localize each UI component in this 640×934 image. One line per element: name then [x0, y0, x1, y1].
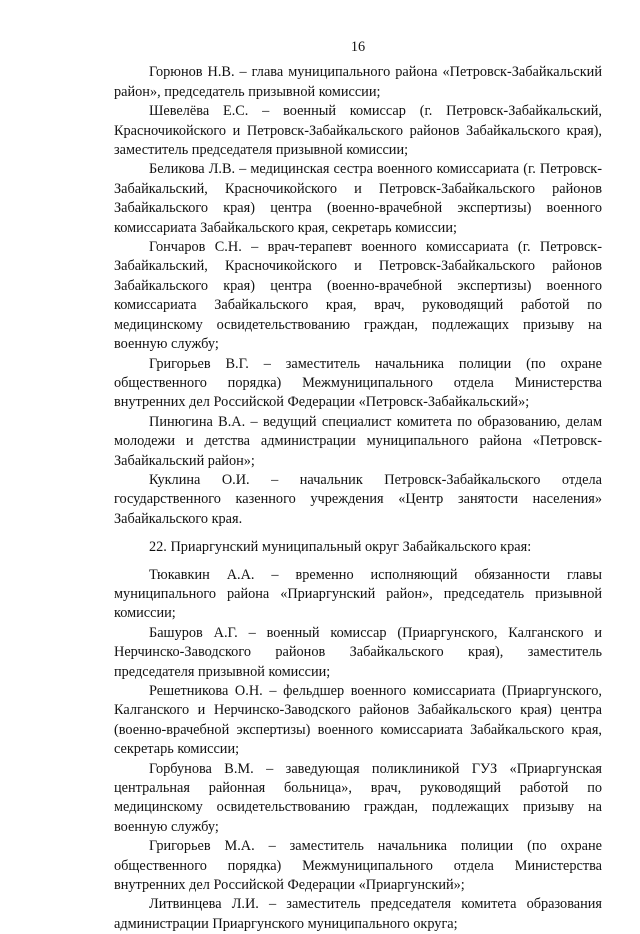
commission-member-paragraph: Литвинцева Л.И. – заместитель председателя комитета образования администрации Приаргунского муниципального округа;	[114, 896, 602, 932]
commission-member-paragraph: Башуров А.Г. – военный комиссар (Приаргунского, Калганского и Нерчинско-Заводского районов Забайкальского края), заместитель председателя призывной комиссии;	[114, 624, 602, 680]
commission-member-paragraph: Шевелёва Е.С. – военный комиссар (г. Петровск-Забайкальский, Красночикойского и Петровск-Забайкальского районов Забайкальского края), заместитель председателя призывной комиссии;	[114, 103, 602, 159]
commission-member-paragraph: Беликова Л.В. – медицинская сестра военного комиссариата (г. Петровск-Забайкальский, Красночикойского и Петровск-Забайкальского районов Забайкальского края) центра (военно-врачебной экспертизы) военного комиссариата Забайкальского края, секретарь комиссии;	[114, 161, 602, 236]
commission-member-paragraph: Горюнов Н.В. – глава муниципального района «Петровск-Забайкальский район», председатель призывной комиссии;	[114, 64, 602, 100]
commission-member-paragraph: Горбунова В.М. – заведующая поликлиникой ГУЗ «Приаргунская центральная районная больница», врач, руководящий работой по медицинскому освидетельствованию граждан, подлежащих призыву на военную службу;	[114, 760, 602, 835]
commission-member-paragraph: Куклина О.И. – начальник Петровск-Забайкальского отдела государственного казенного учреждения «Центр занятости населения» Забайкальского края.	[114, 471, 602, 527]
commission-member-paragraph: Григорьев М.А. – заместитель начальника полиции (по охране общественного порядка) Межмуниципального отдела Министерства внутренних дел Российской Федерации «Приаргунский»;	[114, 838, 602, 894]
commission-member-paragraph: Гончаров С.Н. – врач-терапевт военного комиссариата (г. Петровск-Забайкальский, Красночикойского и Петровск-Забайкальского районов Забайкальского края) центра (военно-врачебной экспертизы) военного комиссариата Забайкальского края, врач, руководящий работой по медицинскому освидетельствованию граждан, подлежащих призыву на военную службу;	[114, 239, 602, 353]
commission-member-paragraph: Григорьев В.Г. – заместитель начальника полиции (по охране общественного порядка) Межмуниципального отдела Министерства внутренних дел Российской Федерации «Петровск-Забайкальский»;	[114, 355, 602, 411]
commission-member-paragraph: Тюкавкин А.А. – временно исполняющий обязанности главы муниципального района «Приаргунский район», председатель призывной комиссии;	[114, 566, 602, 622]
section-heading: 22. Приаргунский муниципальный округ Забайкальского края:	[149, 539, 532, 556]
commission-member-paragraph: Решетникова О.Н. – фельдшер военного комиссариата (Приаргунского, Калганского и Нерчинско-Заводского районов Забайкальского края) центра (военно-врачебной экспертизы) военного комиссариата Забайкальского края, секретарь комиссии;	[114, 683, 602, 758]
page-number: 16	[350, 39, 366, 55]
commission-member-paragraph: Пинюгина В.А. – ведущий специалист комитета по образованию, делам молодежи и детства администрации муниципального района «Петровск-Забайкальский район»;	[114, 413, 602, 469]
